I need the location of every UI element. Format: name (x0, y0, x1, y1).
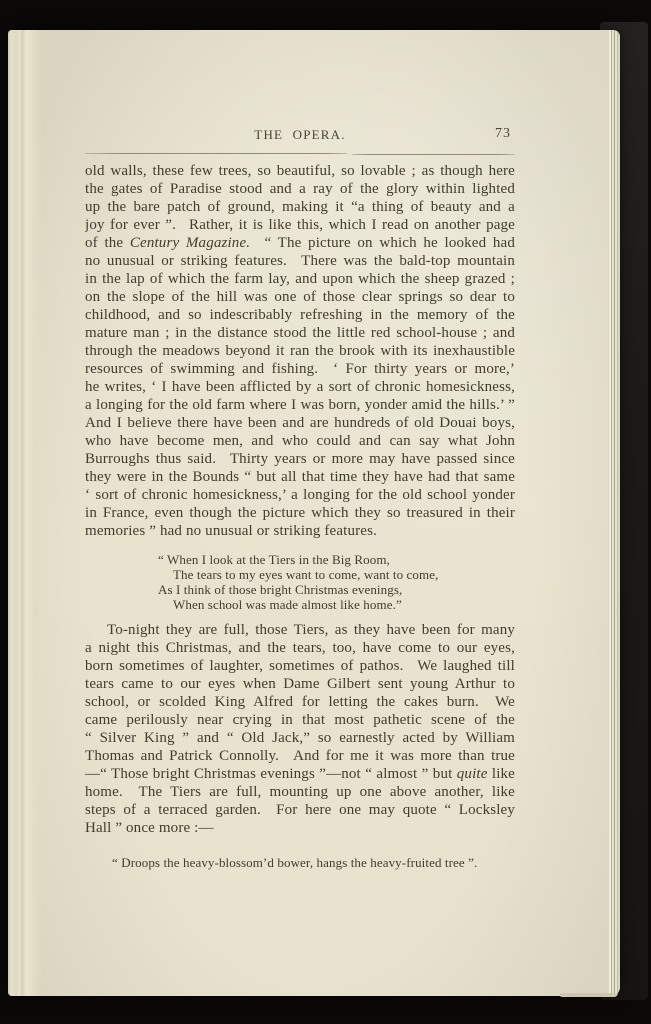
running-header (85, 126, 515, 143)
quote-block (85, 855, 515, 870)
text-line: “ Silver King ” and “ Old Jack,” so earnestly acted by William (85, 730, 515, 746)
text-line: “ When I look at the Tiers in the Big Room, (158, 552, 390, 567)
page-title: THE OPERA. (254, 127, 346, 142)
text-line: steps of a terraced garden. For here one may quote “ Locksley (85, 802, 515, 818)
text-line: in France, even though the picture which they so treasured in their (85, 505, 515, 521)
underlying-page-sliver (560, 993, 618, 997)
italic-text: Century Magazine. (129, 235, 251, 251)
text-segment: like (487, 766, 515, 782)
text-line: As I think of those bright Christmas evenings, (158, 582, 403, 597)
page-edge-stack (608, 30, 620, 996)
text-line: joy for ever ”. Rather, it is like this, which I read on another page (85, 217, 515, 233)
text-line: resources of swimming and fishing. ‘ For thirty years or more,’ (85, 361, 515, 377)
text-line: And I believe there have been and are hundreds of old Douai boys, (85, 415, 515, 431)
text-line: mature man ; in the distance stood the little red school-house ; and (85, 325, 515, 341)
text-body (85, 162, 515, 870)
text-line: Burroughs thus said. Thirty years or more may have passed since (85, 451, 515, 467)
verse-block (85, 552, 515, 612)
text-line: Thomas and Patrick Connolly. And for me it was more than true (85, 748, 515, 764)
header-rule-left (85, 153, 347, 154)
text-line: school, or scolded King Alfred for letting the cakes burn. We (85, 694, 515, 710)
text-line: a night this Christmas, and the tears, too, have come to our eyes, (85, 640, 515, 656)
text-segment: of the (85, 235, 130, 251)
paragraph-block (85, 621, 515, 837)
text-line (85, 234, 515, 252)
text-line: home. The Tiers are full, mounting up one above another, like (85, 784, 515, 800)
text-line: the gates of Paradise stood and a ray of the glory within lighted (85, 181, 515, 197)
text-line: When school was made almost like home.” (173, 597, 402, 612)
paragraph-block (85, 162, 515, 540)
text-line: he writes, ‘ I have been afflicted by a sort of chronic homesickness, (85, 379, 515, 395)
text-line: who have become men, and who could and can say what John (85, 433, 515, 449)
text-line: through the meadows beyond it ran the brook with its inexhaustible (85, 343, 515, 359)
text-line: a longing for the old farm where I was born, yonder amid the hills.’ ” (85, 397, 515, 413)
text-line: old walls, these few trees, so beautiful, so lovable ; as though here (85, 163, 515, 179)
text-segment: “ The picture on which he looked had (250, 235, 515, 251)
text-line: “ Droops the heavy-blossom’d bower, hangs the heavy-fruited tree ”. (112, 855, 478, 870)
text-line: on the slope of the hill was one of those clear springs so dear to (85, 289, 515, 305)
text-line: came perilously near crying in that most pathetic scene of the (85, 712, 515, 728)
text-line: up the bare patch of ground, making it “a thing of beauty and a (85, 199, 515, 215)
text-line: childhood, and so indescribably refreshing in the memory of the (85, 307, 515, 323)
text-line: memories ” had no unusual or striking features. (85, 523, 377, 539)
text-segment: —“ Those bright Christmas evenings ”—not “ almost ” but (85, 766, 457, 782)
text-line: they were in the Bounds “ but all that time they have had that same (85, 469, 515, 485)
text-line: To-night they are full, those Tiers, as they have been for many (107, 622, 515, 638)
text-line (85, 765, 515, 783)
book-page (8, 30, 620, 996)
page-content (85, 30, 515, 870)
header-rule-right (352, 154, 515, 155)
text-line: born sometimes of laughter, sometimes of pathos. We laughed till (85, 658, 515, 674)
page-left-edge (8, 30, 42, 996)
text-line: tears came to our eyes when Dame Gilbert sent young Arthur to (85, 676, 515, 692)
header-rule (85, 153, 515, 154)
text-line: ‘ sort of chronic homesickness,’ a longing for the old school yonder (85, 487, 515, 503)
text-line: The tears to my eyes want to come, want to come, (173, 567, 439, 582)
text-line: no unusual or striking features. There was the bald-top mountain (85, 253, 515, 269)
page-number: 73 (495, 126, 511, 141)
text-line: in the lap of which the farm lay, and upon which the sheep grazed ; (85, 271, 515, 287)
text-line: Hall ” once more :— (85, 820, 214, 836)
italic-text: quite (456, 766, 488, 782)
